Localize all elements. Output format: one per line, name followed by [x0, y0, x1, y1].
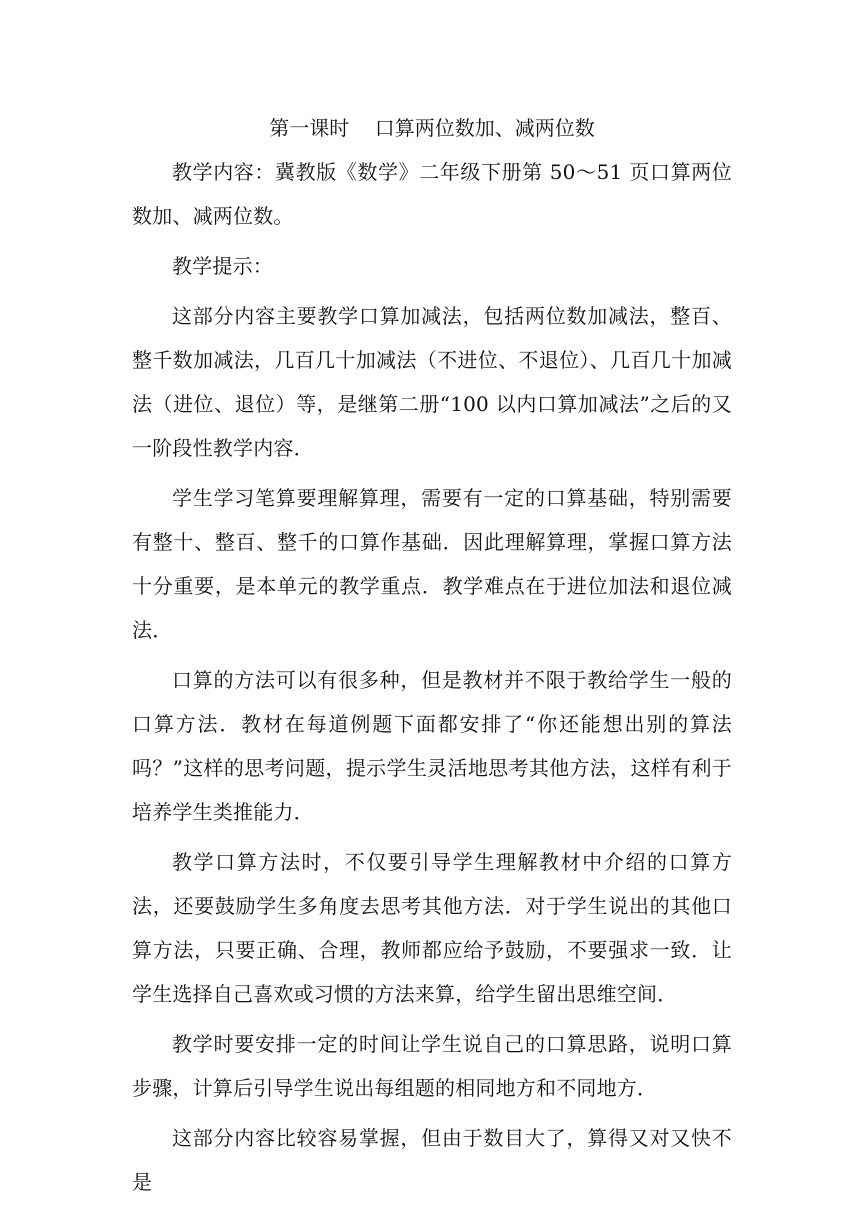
paragraph-mastery: 这部分内容比较容易掌握，但由于数目大了，算得又对又快不是 [132, 1126, 732, 1194]
paragraph-teaching-content: 教学内容：冀教版《数学》二年级下册第 50～51 页口算两位数加、减两位数。 [132, 160, 732, 228]
paragraph-encourage-thinking: 教学口算方法时，不仅要引导学生理解教材中介绍的口算方法，还要鼓励学生多角度去思考其他方法．对于学生说出的其他口算方法，只要正确、合理，教师都应给予鼓励，不要强求一致．让学生选择自己喜欢或习惯的方法来算，给学生留出思维空间． [132, 850, 732, 1006]
paragraph-explain-steps: 教学时要安排一定的时间让学生说自己的口算思路，说明口算步骤，计算后引导学生说出每组题的相同地方和不同地方． [132, 1032, 732, 1100]
paragraph-teaching-tips-heading: 教学提示： [172, 254, 273, 278]
paragraph-content-overview: 这部分内容主要教学口算加减法，包括两位数加减法，整百、整千数加减法，几百几十加减法（不进位、不退位）、几百几十加减法（进位、退位）等，是继第二册“100 以内口算加减法”之后的又一阶段性教学内容． [132, 304, 732, 460]
paragraph-methods: 口算的方法可以有很多种，但是教材并不限于教给学生一般的口算方法．教材在每道例题下面都安排了“你还能想出别的算法吗？”这样的思考问题，提示学生灵活地思考其他方法，这样有利于培养学生类推能力． [132, 668, 732, 824]
document-body [132, 110, 732, 1210]
lesson-title: 第一课时 口算两位数加、减两位数 [269, 116, 595, 140]
paragraph-key-points: 学生学习笔算要理解算理，需要有一定的口算基础，特别需要有整十、整百、整千的口算作基础．因此理解算理，掌握口算方法十分重要，是本单元的教学重点．教学难点在于进位加法和退位减法． [132, 486, 732, 642]
